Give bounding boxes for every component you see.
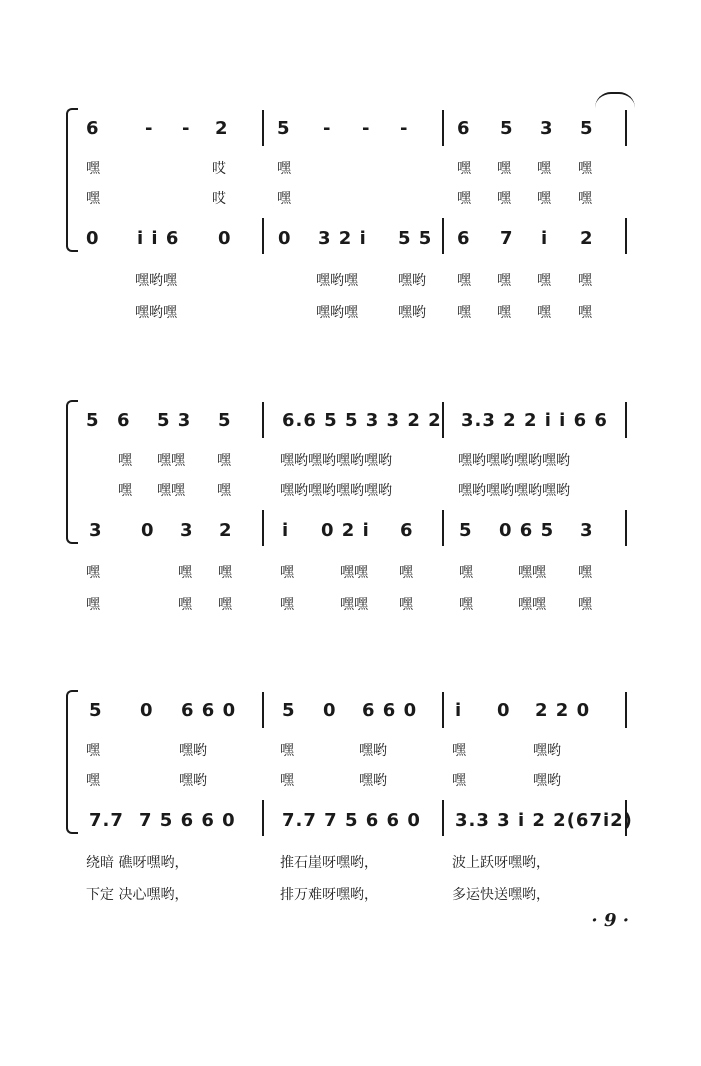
note-group: 2 2 0	[535, 700, 591, 721]
lyric-text: 嘿	[497, 305, 511, 321]
lyric-text: 嘿	[118, 453, 132, 469]
note-group: 2	[580, 228, 594, 249]
lyric-text: 嘿	[280, 743, 294, 759]
lyric-text: 嘿哟	[179, 773, 207, 789]
lyric-text: 嘿	[537, 273, 551, 289]
lyric-text: 嘿	[277, 161, 291, 177]
upper-lyrics-2-row	[0, 480, 701, 506]
lyric-text: 嘿	[457, 273, 471, 289]
note-group: -	[400, 118, 409, 139]
upper-lyrics-1-row	[0, 740, 701, 766]
lyric-text: 哎	[212, 191, 226, 207]
lyric-text: 推石崖呀嘿哟，	[280, 855, 378, 871]
lyric-text: 嘿嘿	[518, 565, 546, 581]
lyric-text: 多运快送嘿哟，	[452, 887, 550, 903]
lower-notes-row	[0, 810, 701, 836]
note-group: i	[541, 228, 549, 249]
note-group: 6	[400, 520, 414, 541]
lyric-text: 嘿	[280, 597, 294, 613]
note-group: 7.7	[89, 810, 124, 831]
note-group: 5	[89, 700, 103, 721]
note-group: 6	[117, 410, 131, 431]
lyric-text: 嘿	[452, 743, 466, 759]
lower-lyrics-1-row	[0, 562, 701, 588]
lyric-text: 嘿哟	[398, 305, 426, 321]
lyric-text: 嘿	[217, 453, 231, 469]
note-group: 6 6 0	[362, 700, 418, 721]
note-group: 5	[500, 118, 514, 139]
lyric-text: 嘿	[280, 565, 294, 581]
lyric-text: 嘿	[459, 597, 473, 613]
note-group: 5	[277, 118, 291, 139]
lyric-text: 嘿	[537, 191, 551, 207]
note-group: 0	[497, 700, 511, 721]
lyric-text: 嘿	[578, 191, 592, 207]
lyric-text: 嘿	[280, 773, 294, 789]
note-group: 0	[140, 700, 154, 721]
lyric-text: 下定 决心嘿哟，	[86, 887, 189, 903]
lyric-text: 嘿	[578, 305, 592, 321]
note-group: 6	[457, 118, 471, 139]
note-group: 5	[580, 118, 594, 139]
lower-lyrics-1-row	[0, 852, 701, 878]
lyric-text: 嘿	[578, 565, 592, 581]
lyric-text: 嘿哟嘿	[135, 305, 177, 321]
note-group: i i 6	[137, 228, 180, 249]
note-group: 5 5	[398, 228, 433, 249]
lyric-text: 嘿	[277, 191, 291, 207]
note-group: 5	[282, 700, 296, 721]
lyric-text: 嘿	[218, 597, 232, 613]
lower-lyrics-2-row	[0, 884, 701, 910]
lyric-text: 嘿	[399, 565, 413, 581]
note-group: 5	[218, 410, 232, 431]
note-group: 5 3	[157, 410, 192, 431]
note-group: 0	[218, 228, 232, 249]
lyric-text: 排万难呀嘿哟，	[280, 887, 378, 903]
note-group: 7	[500, 228, 514, 249]
lyric-text: 嘿哟嘿	[316, 273, 358, 289]
lyric-text: 嘿	[86, 743, 100, 759]
lyric-text: 嘿	[459, 565, 473, 581]
lyric-text: 嘿哟嘿	[316, 305, 358, 321]
note-group: 6 6 0	[181, 700, 237, 721]
note-group: 0 2 i	[321, 520, 370, 541]
slur-mark	[595, 92, 635, 108]
upper-lyrics-2-row	[0, 188, 701, 214]
lyric-text: 嘿	[218, 565, 232, 581]
note-group: 3 2 i	[318, 228, 367, 249]
lower-lyrics-2-row	[0, 594, 701, 620]
lyric-text: 嘿	[457, 305, 471, 321]
note-group: -	[362, 118, 371, 139]
lyric-text: 嘿	[497, 161, 511, 177]
note-group: 6.6 5 5 3 3 2 2	[282, 410, 442, 431]
lyric-text: 哎	[212, 161, 226, 177]
lyric-text: 波上跃呀嘿哟，	[452, 855, 550, 871]
lyric-text: 嘿哟嘿哟嘿哟嘿哟	[280, 453, 392, 469]
lyric-text: 嘿	[399, 597, 413, 613]
lyric-text: 嘿哟	[398, 273, 426, 289]
note-group: -	[323, 118, 332, 139]
note-group: 5	[459, 520, 473, 541]
lyric-text: 嘿嘿	[157, 453, 185, 469]
lower-notes-row	[0, 520, 701, 546]
lyric-text: 嘿哟	[359, 773, 387, 789]
lyric-text: 嘿嘿	[340, 597, 368, 613]
lower-lyrics-1-row	[0, 270, 701, 296]
note-group: 3.3 3 i 2 2(67i2)	[455, 810, 633, 831]
lyric-text: 嘿	[217, 483, 231, 499]
note-group: i	[455, 700, 463, 721]
upper-notes-row	[0, 700, 701, 726]
upper-notes-row	[0, 118, 701, 144]
note-group: 3	[89, 520, 103, 541]
lyric-text: 嘿哟	[533, 743, 561, 759]
lyric-text: 嘿哟	[533, 773, 561, 789]
lyric-text: 嘿	[578, 597, 592, 613]
lyric-text: 嘿	[578, 161, 592, 177]
lyric-text: 嘿	[578, 273, 592, 289]
lyric-text: 嘿哟嘿哟嘿哟嘿哟	[458, 453, 570, 469]
note-group: -	[182, 118, 191, 139]
lyric-text: 嘿	[118, 483, 132, 499]
lower-notes-row	[0, 228, 701, 254]
lyric-text: 绕暗 礁呀嘿哟，	[86, 855, 189, 871]
note-group: 0 6 5	[499, 520, 555, 541]
lyric-text: 嘿	[537, 305, 551, 321]
note-group: 0	[86, 228, 100, 249]
lyric-text: 嘿哟嘿哟嘿哟嘿哟	[458, 483, 570, 499]
lyric-text: 嘿	[178, 565, 192, 581]
note-group: 3.3 2 2 i i 6 6	[461, 410, 608, 431]
lyric-text: 嘿	[178, 597, 192, 613]
note-group: 5	[86, 410, 100, 431]
lyric-text: 嘿嘿	[157, 483, 185, 499]
lyric-text: 嘿	[86, 191, 100, 207]
lyric-text: 嘿嘿	[518, 597, 546, 613]
note-group: 2	[215, 118, 229, 139]
lyric-text: 嘿	[86, 161, 100, 177]
note-group: -	[145, 118, 154, 139]
note-group: 7.7 7 5 6 6 0	[282, 810, 421, 831]
upper-notes-row	[0, 410, 701, 436]
note-group: 0	[323, 700, 337, 721]
note-group: 6	[457, 228, 471, 249]
lyric-text: 嘿	[537, 161, 551, 177]
lyric-text: 嘿哟嘿	[135, 273, 177, 289]
lyric-text: 嘿哟	[179, 743, 207, 759]
lyric-text: 嘿哟	[359, 743, 387, 759]
note-group: 2	[219, 520, 233, 541]
note-group: 3	[580, 520, 594, 541]
note-group: 7 5 6 6 0	[139, 810, 236, 831]
upper-lyrics-1-row	[0, 450, 701, 476]
lower-lyrics-2-row	[0, 302, 701, 328]
note-group: 6	[86, 118, 100, 139]
note-group: 0	[278, 228, 292, 249]
lyric-text: 嘿	[497, 273, 511, 289]
note-group: 3	[180, 520, 194, 541]
lyric-text: 嘿	[457, 191, 471, 207]
lyric-text: 嘿	[86, 597, 100, 613]
note-group: 3	[540, 118, 554, 139]
lyric-text: 嘿	[457, 161, 471, 177]
lyric-text: 嘿	[86, 773, 100, 789]
lyric-text: 嘿	[452, 773, 466, 789]
lyric-text: 嘿哟嘿哟嘿哟嘿哟	[280, 483, 392, 499]
page-number: · 9 ·	[591, 910, 629, 931]
upper-lyrics-2-row	[0, 770, 701, 796]
lyric-text: 嘿嘿	[340, 565, 368, 581]
note-group: i	[282, 520, 290, 541]
lyric-text: 嘿	[86, 565, 100, 581]
note-group: 0	[141, 520, 155, 541]
lyric-text: 嘿	[497, 191, 511, 207]
upper-lyrics-1-row	[0, 158, 701, 184]
